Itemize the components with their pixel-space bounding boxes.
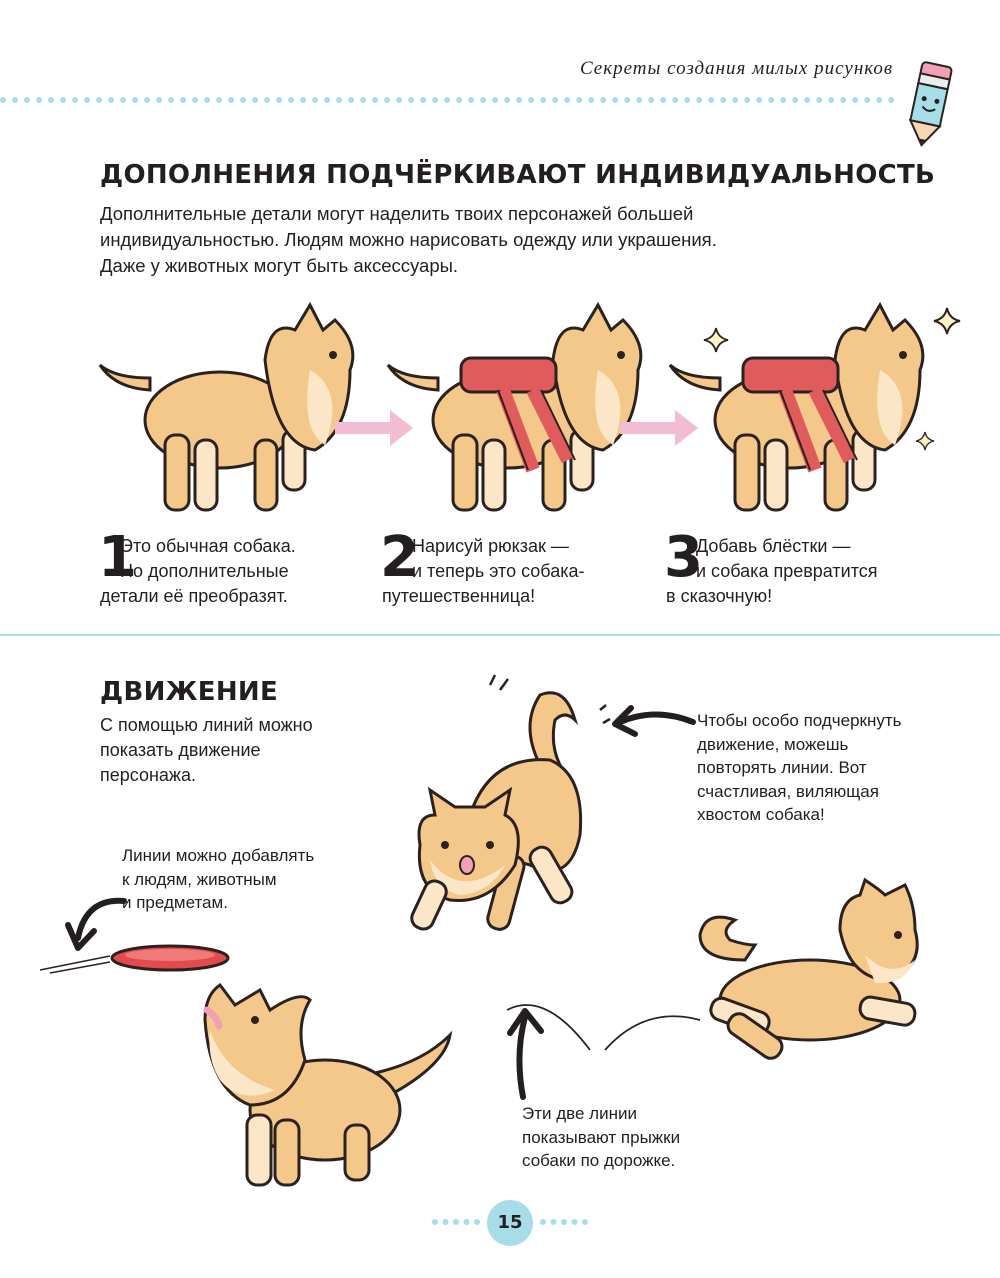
dog-backpack-illustration: [383, 300, 653, 520]
note-line: и предметам.: [122, 893, 228, 912]
sparkle-icon: [934, 308, 960, 334]
step-line: Но дополнительные: [120, 561, 289, 581]
step-line: путешественница!: [382, 586, 536, 606]
step-line: и собака превратится: [696, 561, 878, 581]
step-line: в сказочную!: [666, 586, 773, 606]
note-tail: [697, 709, 902, 827]
section-title-accessories: ДОПОЛНЕНИЯ ПОДЧЁРКИВАЮТ ИНДИВИДУАЛЬНОСТЬ: [100, 160, 936, 190]
dog-wagging-illustration: [400, 665, 620, 945]
note-frisbee: [122, 844, 314, 915]
section-title-movement: ДВИЖЕНИЕ: [100, 677, 279, 707]
dog-looking-up-illustration: [195, 980, 455, 1190]
sparkle-icon: [916, 432, 934, 450]
step-line: и теперь это собака-: [412, 561, 585, 581]
intro-line: Даже у животных могут быть аксессуары.: [100, 255, 459, 276]
note-line: Линии можно добавлять: [122, 846, 315, 865]
dog-jumping-illustration: [690, 885, 930, 1075]
note-line: к людям, животным: [122, 869, 277, 889]
intro-line: Дополнительные детали могут наделить твоих персонажей большей: [100, 203, 694, 224]
note-line: счастливая, виляющая: [697, 781, 879, 801]
section2-intro: [100, 713, 313, 788]
step-line: Нарисуй рюкзак —: [412, 536, 569, 556]
note-line: хвостом собака!: [697, 805, 825, 824]
curved-arrow-icon: [605, 702, 695, 742]
section-divider: [0, 634, 1000, 636]
intro-line: индивидуальностью. Людям можно нарисовать одежду или украшения.: [100, 229, 717, 250]
step-line: Добавь блёстки —: [696, 536, 851, 556]
intro-line: С помощью линий можно: [100, 715, 313, 735]
step-number: 3: [664, 525, 703, 590]
curved-arrow-icon: [505, 1005, 545, 1100]
step-line: детали её преобразят.: [100, 586, 288, 606]
dog-plain-illustration: [95, 300, 365, 520]
note-line: повторять линии. Вот: [697, 758, 867, 777]
step-2-text: [382, 534, 585, 609]
step-3-text: [666, 534, 878, 609]
note-line: Эти две линии: [522, 1104, 637, 1123]
note-jump: [522, 1102, 680, 1173]
step-number: 1: [98, 525, 137, 590]
note-line: движение, можешь: [697, 734, 849, 754]
pencil-mascot-icon: [905, 60, 955, 150]
note-line: собаки по дорожке.: [522, 1151, 676, 1170]
intro-line: показать движение: [100, 740, 261, 760]
step-line: Это обычная собака.: [120, 536, 296, 556]
frisbee-illustration: [40, 940, 240, 980]
sparkle-icon: [704, 328, 728, 352]
header-dotted-line: [0, 97, 895, 103]
footer-dotted-line-left: [432, 1219, 480, 1225]
step-number: 2: [380, 525, 419, 590]
page-number: 15: [487, 1200, 533, 1246]
running-head: Секреты создания милых рисунков: [580, 58, 894, 79]
intro-line: персонажа.: [100, 765, 196, 785]
step-1-text: [100, 534, 296, 609]
note-line: показывают прыжки: [522, 1127, 681, 1147]
section1-intro: [100, 201, 717, 279]
note-line: Чтобы особо подчеркнуть: [697, 711, 902, 730]
footer-dotted-line-right: [540, 1219, 588, 1225]
